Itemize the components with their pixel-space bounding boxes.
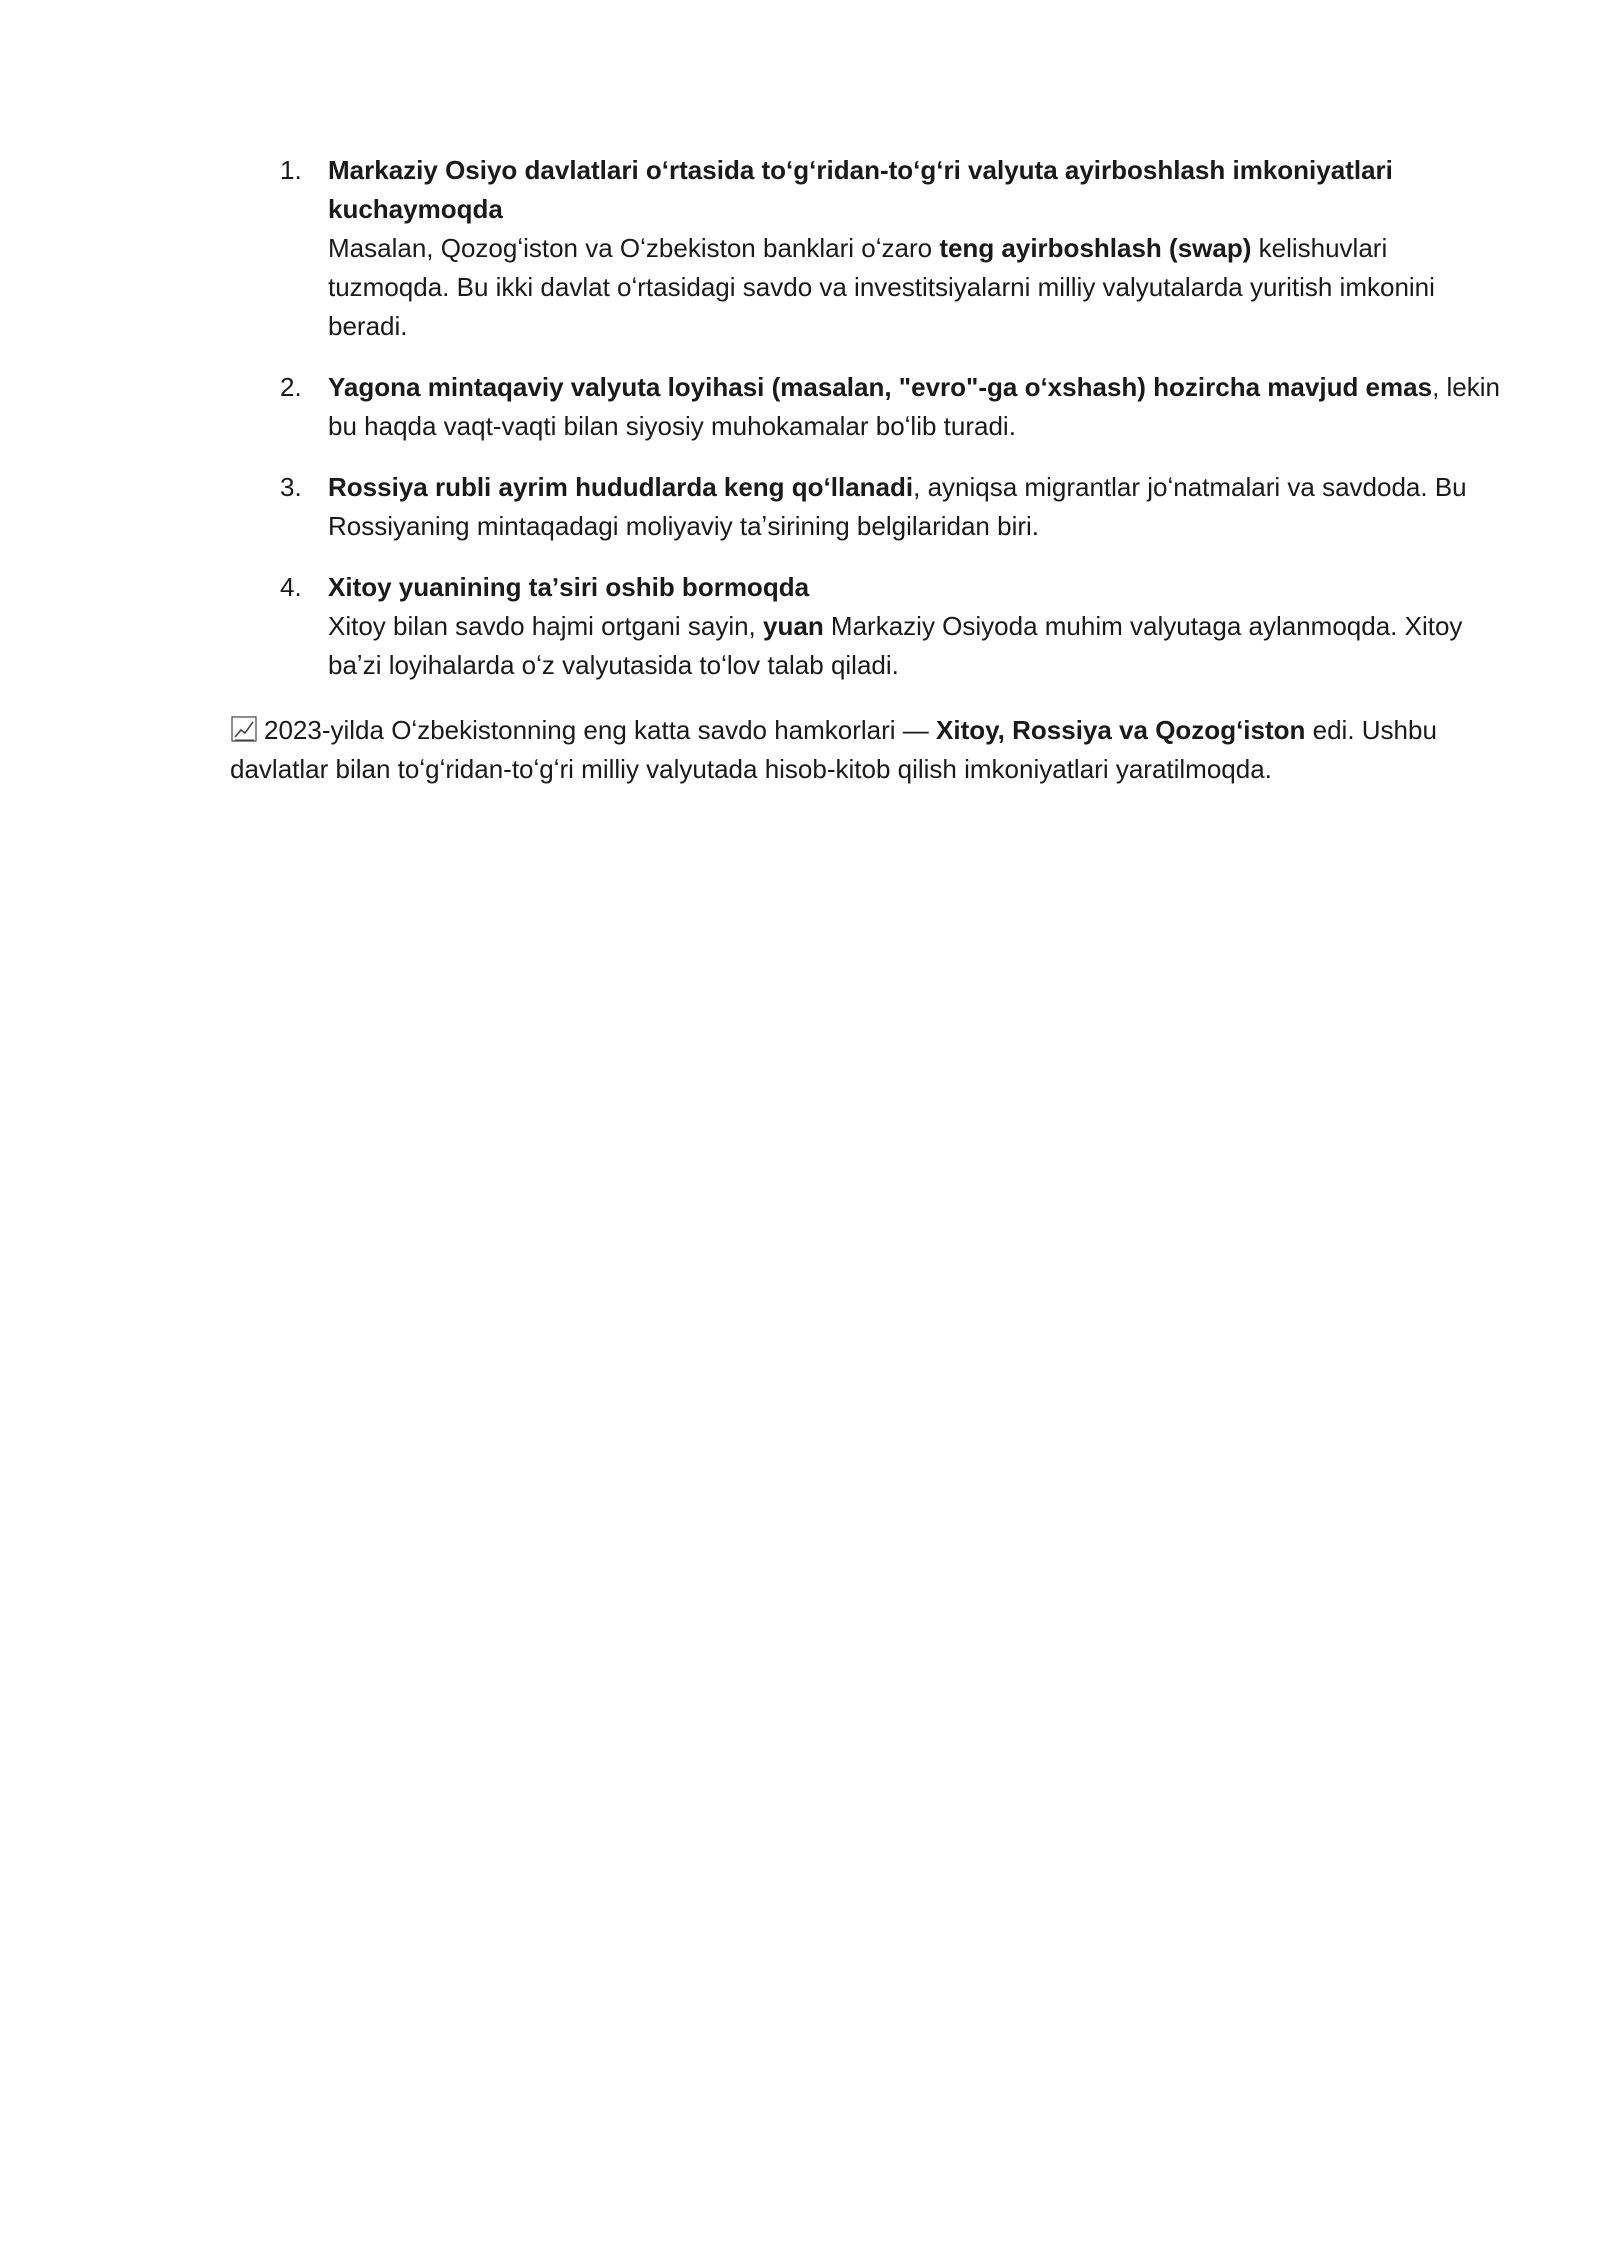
summary-note: [230, 711, 1500, 789]
list-item-body: , ayniqsa migrantlar joʻnatmalari va savdoda. Bu Rossiyaning mintaqadagi moliyaviy taʼsirining belgilaridan biri.: [328, 472, 1467, 541]
note-text: edi. Ushbu davlatlar bilan toʻgʻridan-toʻgʻri milliy valyutada hisob-kitob qilish imkoniyatlari yaratilmoqda.: [230, 715, 1437, 784]
list-item: [230, 368, 1500, 446]
list-item-body: [328, 229, 1500, 346]
list-item-body: , lekin bu haqda vaqt-vaqti bilan siyosiy muhokamalar boʻlib turadi.: [328, 372, 1500, 441]
body-text: Xitoy bilan savdo hajmi ortgani sayin,: [328, 611, 764, 641]
list-item-title: Rossiya rubli ayrim hududlarda keng qoʻllanadi: [328, 472, 914, 502]
list-item-number: 3.: [280, 472, 302, 502]
numbered-list: [230, 151, 1500, 707]
chart-increasing-icon: [230, 715, 258, 743]
body-text: kelishuvlari tuzmoqda. Bu ikki davlat oʻrtasidagi savdo va investitsiyalarni milliy valyutalarda yuritish imkonini beradi.: [328, 233, 1435, 341]
list-item: [230, 468, 1500, 546]
list-item-body: [328, 607, 1500, 685]
list-item: [230, 151, 1500, 346]
note-text: 2023-yilda Oʻzbekistonning eng katta savdo hamkorlari —: [264, 715, 937, 745]
body-bold-text: teng ayirboshlash (swap): [939, 233, 1252, 263]
note-bold-text: Xitoy, Rossiya va Qozogʻiston: [936, 715, 1306, 745]
list-item-number: 1.: [280, 155, 302, 185]
body-text: Masalan, Qozogʻiston va Oʻzbekiston banklari oʻzaro: [328, 233, 940, 263]
list-item-number: 2.: [280, 372, 302, 402]
list-item-title: Markaziy Osiyo davlatlari oʻrtasida toʻgʻridan-toʻgʻri valyuta ayirboshlash imkoniyatlari kuchaymoqda: [328, 155, 1393, 224]
list-item-title: Yagona mintaqaviy valyuta loyihasi (masalan, "evro"-ga oʻxshash) hozircha mavjud emas: [328, 372, 1433, 402]
body-text: Markaziy Osiyoda muhim valyutaga aylanmoqda. Xitoy baʼzi loyihalarda oʻz valyutasida toʻlov talab qiladi.: [328, 611, 1463, 680]
body-bold-text: yuan: [763, 611, 824, 641]
list-item-number: 4.: [280, 572, 302, 602]
list-item: [230, 568, 1500, 685]
list-item-title: Xitoy yuanining taʼsiri oshib bormoqda: [328, 572, 810, 602]
